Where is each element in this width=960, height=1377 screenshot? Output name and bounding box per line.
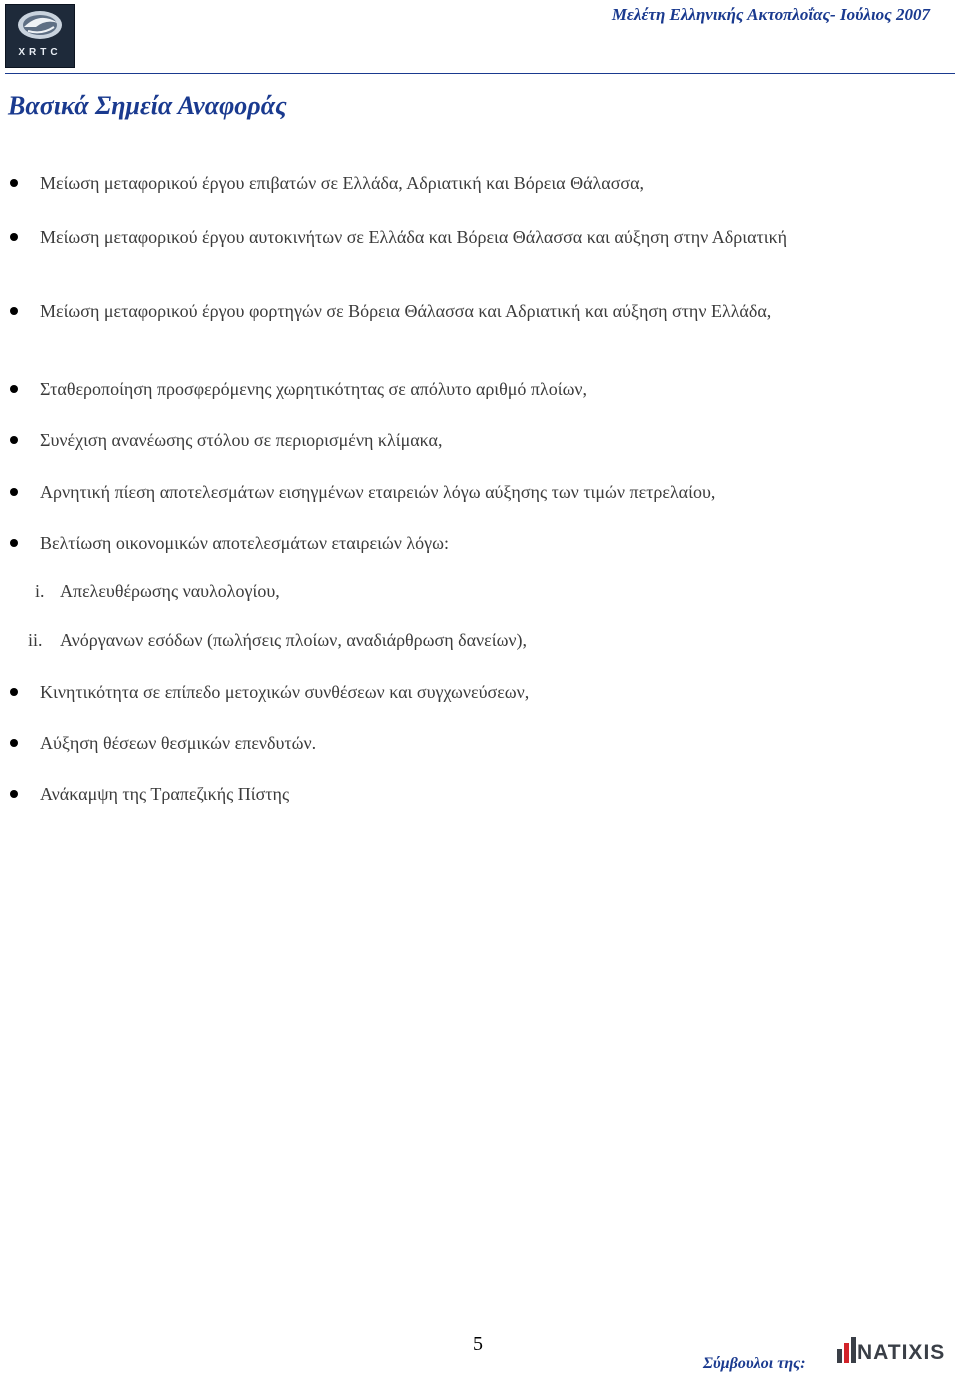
- sub-list-marker: ii.: [28, 630, 43, 650]
- bullet-icon: [10, 790, 18, 798]
- bullet-icon: [10, 739, 18, 747]
- bullet-icon: [10, 488, 18, 496]
- bullet-icon: [10, 539, 18, 547]
- list-item-text: Μείωση μεταφορικού έργου αυτοκινήτων σε Ελλάδα και Βόρεια Θάλασσα και αύξηση στην Αδριατική: [40, 227, 788, 247]
- xrtc-logo: [5, 4, 75, 68]
- sub-list-marker: i.: [35, 581, 45, 601]
- page-number: 5: [473, 1333, 483, 1355]
- list-item-text: Ανάκαμψη της Τραπεζικής Πίστης: [40, 784, 290, 804]
- bullet-icon: [10, 233, 18, 241]
- header-divider: [5, 73, 955, 74]
- bullet-icon: [10, 307, 18, 315]
- page-header: [0, 0, 960, 80]
- list-item-text: Συνέχιση ανανέωσης στόλου σε περιορισμένη κλίμακα,: [40, 430, 443, 450]
- xrtc-emblem-icon: [6, 5, 74, 47]
- logo-text: XRTC: [18, 47, 62, 58]
- bullet-icon: [10, 385, 18, 393]
- natixis-wordmark: NATIXIS: [857, 1341, 946, 1364]
- sub-list-item-text: Απελευθέρωσης ναυλολογίου,: [60, 581, 280, 601]
- page-title: Βασικά Σημεία Αναφοράς: [8, 91, 287, 120]
- advisors-label: Σύμβουλοι της:: [703, 1355, 806, 1372]
- bullet-icon: [10, 179, 18, 187]
- bullet-icon: [10, 436, 18, 444]
- sub-list-item-text: Ανόργανων εσόδων (πωλήσεις πλοίων, αναδιάρθρωση δανείων),: [60, 630, 528, 650]
- list-item-text: Σταθεροποίηση προσφερόμενης χωρητικότητας σε απόλυτο αριθμό πλοίων,: [40, 379, 588, 399]
- document-header-title: Μελέτη Ελληνικής Ακτοπλοΐας- Ιούλιος 2007: [611, 5, 930, 24]
- bullet-icon: [10, 688, 18, 696]
- list-item-text: Μείωση μεταφορικού έργου επιβατών σε Ελλάδα, Αδριατική και Βόρεια Θάλασσα,: [40, 173, 645, 193]
- natixis-mark-icon: [835, 1335, 857, 1365]
- list-item-text: Αρνητική πίεση αποτελεσμάτων εισηγμένων εταιρειών λόγω αύξησης των τιμών πετρελαίου,: [40, 482, 716, 502]
- list-item-text: Βελτίωση οικονομικών αποτελεσμάτων εταιρειών λόγω:: [40, 533, 449, 553]
- list-item-text: Μείωση μεταφορικού έργου φορτηγών σε Βόρεια Θάλασσα και Αδριατική και αύξηση στην Ελλάδα,: [40, 301, 772, 321]
- list-item-text: Αύξηση θέσεων θεσμικών επενδυτών.: [40, 733, 317, 753]
- natixis-logo: [835, 1335, 955, 1369]
- list-item-text: Κινητικότητα σε επίπεδο μετοχικών συνθέσεων και συγχωνεύσεων,: [40, 682, 530, 702]
